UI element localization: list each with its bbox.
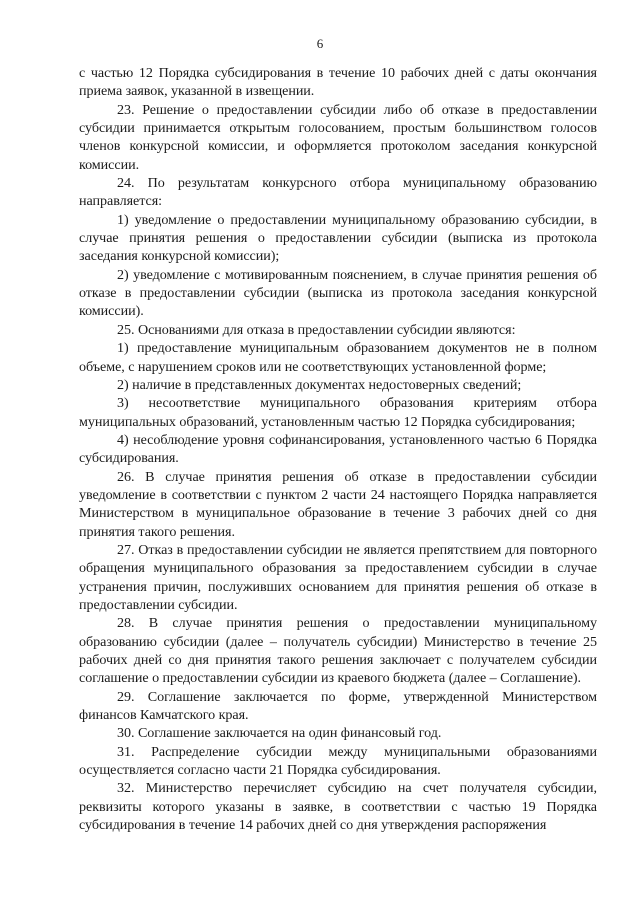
paragraph-23: 23. Решение о предоставлении субсидии либо об отказе в предоставлении субсидии принимается открытым голосованием, простым большинством голосов членов конкурсной комиссии, и оформляется протоколом заседания конкурсной комиссии. [79, 101, 597, 173]
paragraph-25-item-1: 1) предоставление муниципальным образованием документов не в полном объеме, с нарушением сроков или не соответствующих установленной форме; [79, 340, 597, 375]
paragraph-26: 26. В случае принятия решения об отказе в предоставлении субсидии уведомление в соответствии с пунктом 2 части 24 настоящего Порядка направляется Министерством в муниципальное образование в течение 3 рабочих дней со дня принятия такого решения. [79, 468, 597, 540]
paragraph-32: 32. Министерство перечисляет субсидию на счет получателя субсидии, реквизиты которого указаны в заявке, в соответствии с частью 19 Порядка субсидирования в течение 14 рабочих дней со дня утверждения распоряжения [79, 780, 597, 834]
paragraph-25-item-4: 4) несоблюдение уровня софинансирования, установленного частью 6 Порядка субсидирования. [79, 431, 597, 467]
paragraph-25: 25. Основаниями для отказа в предоставлении субсидии являются: [117, 321, 516, 338]
paragraph-continuation: с частью 12 Порядка субсидирования в течение 10 рабочих дней с даты окончания приема заявок, указанной в извещении. [79, 65, 597, 100]
paragraph-24-item-2: 2) уведомление с мотивированным пояснением, в случае принятия решения об отказе в предоставлении субсидии (выписка из протокола заседания конкурсной комиссии). [79, 266, 597, 320]
paragraph-27: 27. Отказ в предоставлении субсидии не является препятствием для повторного обращения муниципального образования за предоставлением субсидии в случае устранения причин, послуживших основанием для принятия решения об отказе в предоставлении субсидии. [79, 541, 597, 613]
paragraph-25-item-3: 3) несоответствие муниципального образования критериям отбора муниципальных образований, установленным частью 12 Порядка субсидирования; [79, 395, 597, 430]
document-body [79, 64, 597, 834]
paragraph-24: 24. По результатам конкурсного отбора муниципальному образованию направляется: [79, 175, 597, 210]
page-number: 6 [316, 36, 324, 51]
paragraph-30: 30. Соглашение заключается на один финансовый год. [117, 725, 442, 742]
paragraph-28: 28. В случае принятия решения о предоставлении муниципальному образованию субсидии (далее – получатель субсидии) Министерство в течение 25 рабочих дней со дня принятия такого решения заключает с получателем субсидии соглашение о предоставлении субсидии из краевого бюджета (далее – Соглашение). [79, 615, 597, 687]
paragraph-25-item-2: 2) наличие в представленных документах недостоверных сведений; [117, 376, 522, 393]
paragraph-24-item-1: 1) уведомление о предоставлении муниципальному образованию субсидии, в случае принятия решения о предоставлении субсидии (выписка из протокола заседания конкурсной комиссии); [79, 211, 597, 265]
paragraph-31: 31. Распределение субсидии между муниципальными образованиями осуществляется согласно части 21 Порядка субсидирования. [79, 743, 597, 779]
paragraph-29: 29. Соглашение заключается по форме, утвержденной Министерством финансов Камчатского края. [79, 688, 597, 724]
